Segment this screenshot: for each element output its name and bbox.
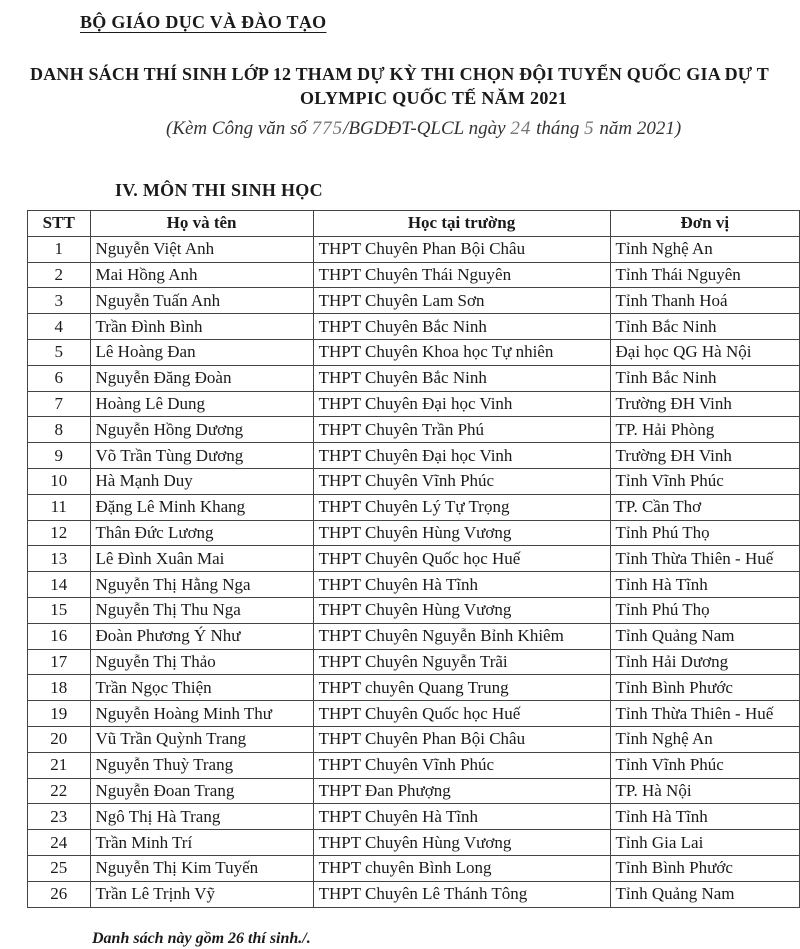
cell-stt: 18 <box>28 675 91 701</box>
cell-name: Vũ Trần Quỳnh Trang <box>90 726 313 752</box>
cell-name: Nguyễn Tuấn Anh <box>90 288 313 314</box>
cell-stt: 3 <box>28 288 91 314</box>
cell-school: THPT Chuyên Đại học Vinh <box>313 391 610 417</box>
cell-name: Mai Hồng Anh <box>90 262 313 288</box>
header-school: Học tại trường <box>313 211 610 237</box>
cell-school: THPT Chuyên Khoa học Tự nhiên <box>313 339 610 365</box>
header-name: Họ và tên <box>90 211 313 237</box>
table-row <box>28 417 800 443</box>
document-title-line1: DANH SÁCH THÍ SINH LỚP 12 THAM DỰ KỲ THI CHỌN ĐỘI TUYỂN QUỐC GIA DỰ T <box>30 64 769 84</box>
cell-school: THPT Chuyên Đại học Vinh <box>313 443 610 469</box>
table-row <box>28 855 800 881</box>
cell-stt: 15 <box>28 597 91 623</box>
cell-school: THPT Chuyên Hùng Vương <box>313 830 610 856</box>
table-row <box>28 443 800 469</box>
cell-stt: 10 <box>28 468 91 494</box>
cell-school: THPT Chuyên Hà Tĩnh <box>313 804 610 830</box>
cell-name: Nguyễn Hồng Dương <box>90 417 313 443</box>
table-row <box>28 726 800 752</box>
cell-stt: 1 <box>28 236 91 262</box>
cell-stt: 7 <box>28 391 91 417</box>
table-row <box>28 597 800 623</box>
cell-unit: Tỉnh Nghệ An <box>610 236 799 262</box>
cell-name: Đặng Lê Minh Khang <box>90 494 313 520</box>
table-row <box>28 572 800 598</box>
cell-school: THPT Chuyên Quốc học Huế <box>313 701 610 727</box>
table-row <box>28 881 800 907</box>
cell-unit: Đại học QG Hà Nội <box>610 339 799 365</box>
candidate-table <box>27 210 800 908</box>
cell-name: Trần Minh Trí <box>90 830 313 856</box>
cell-name: Ngô Thị Hà Trang <box>90 804 313 830</box>
cell-school: THPT Chuyên Quốc học Huế <box>313 546 610 572</box>
document-subtitle <box>166 118 681 140</box>
cell-unit: Tỉnh Nghệ An <box>610 726 799 752</box>
cell-name: Hoàng Lê Dung <box>90 391 313 417</box>
cell-stt: 20 <box>28 726 91 752</box>
table-row <box>28 339 800 365</box>
cell-stt: 2 <box>28 262 91 288</box>
cell-unit: Tỉnh Hà Tĩnh <box>610 804 799 830</box>
subtitle-day: 24 <box>510 118 532 139</box>
cell-unit: Tỉnh Bình Phước <box>610 855 799 881</box>
cell-name: Trần Lê Trịnh Vỹ <box>90 881 313 907</box>
table-row <box>28 804 800 830</box>
cell-stt: 23 <box>28 804 91 830</box>
footer-note: Danh sách này gồm 26 thí sinh./. <box>92 930 311 947</box>
cell-unit: Tỉnh Hải Dương <box>610 649 799 675</box>
cell-stt: 21 <box>28 752 91 778</box>
subtitle-prefix: (Kèm Công văn số <box>166 118 307 139</box>
cell-name: Lê Hoàng Đan <box>90 339 313 365</box>
cell-school: THPT Chuyên Nguyễn Trãi <box>313 649 610 675</box>
cell-name: Nguyễn Thuỳ Trang <box>90 752 313 778</box>
table-row <box>28 778 800 804</box>
section-title: IV. MÔN THI SINH HỌC <box>115 180 323 200</box>
cell-school: THPT Chuyên Thái Nguyên <box>313 262 610 288</box>
cell-stt: 14 <box>28 572 91 598</box>
table-row <box>28 391 800 417</box>
cell-name: Nguyễn Hoàng Minh Thư <box>90 701 313 727</box>
table-row <box>28 701 800 727</box>
cell-stt: 19 <box>28 701 91 727</box>
table-row <box>28 752 800 778</box>
cell-stt: 5 <box>28 339 91 365</box>
cell-name: Nguyễn Đoan Trang <box>90 778 313 804</box>
cell-name: Trần Ngọc Thiện <box>90 675 313 701</box>
cell-school: THPT Chuyên Nguyễn Bỉnh Khiêm <box>313 623 610 649</box>
cell-school: THPT Chuyên Phan Bội Châu <box>313 726 610 752</box>
table-row <box>28 365 800 391</box>
cell-stt: 17 <box>28 649 91 675</box>
cell-name: Đoàn Phương Ý Như <box>90 623 313 649</box>
cell-stt: 4 <box>28 314 91 340</box>
cell-stt: 16 <box>28 623 91 649</box>
table-header-row <box>28 211 800 237</box>
cell-name: Nguyễn Đăng Đoàn <box>90 365 313 391</box>
cell-stt: 9 <box>28 443 91 469</box>
cell-name: Nguyễn Thị Hằng Nga <box>90 572 313 598</box>
cell-school: THPT Chuyên Lam Sơn <box>313 288 610 314</box>
cell-unit: Tỉnh Thừa Thiên - Huế <box>610 701 799 727</box>
table-row <box>28 236 800 262</box>
cell-school: THPT chuyên Quang Trung <box>313 675 610 701</box>
cell-unit: Trường ĐH Vinh <box>610 443 799 469</box>
cell-stt: 22 <box>28 778 91 804</box>
table-row <box>28 494 800 520</box>
cell-unit: Tỉnh Hà Tĩnh <box>610 572 799 598</box>
cell-school: THPT Chuyên Trần Phú <box>313 417 610 443</box>
table-row <box>28 830 800 856</box>
subtitle-month-label: tháng <box>536 118 580 139</box>
cell-name: Nguyễn Việt Anh <box>90 236 313 262</box>
cell-unit: Tỉnh Bắc Ninh <box>610 365 799 391</box>
cell-stt: 25 <box>28 855 91 881</box>
table-row <box>28 288 800 314</box>
table-row <box>28 468 800 494</box>
cell-school: THPT Đan Phượng <box>313 778 610 804</box>
cell-unit: Tỉnh Bắc Ninh <box>610 314 799 340</box>
table-row <box>28 546 800 572</box>
cell-unit: Tỉnh Thừa Thiên - Huế <box>610 546 799 572</box>
table-row <box>28 520 800 546</box>
cell-unit: Tỉnh Quảng Nam <box>610 881 799 907</box>
cell-school: THPT Chuyên Hùng Vương <box>313 597 610 623</box>
cell-name: Nguyễn Thị Kim Tuyến <box>90 855 313 881</box>
cell-stt: 8 <box>28 417 91 443</box>
cell-school: THPT Chuyên Vĩnh Phúc <box>313 468 610 494</box>
cell-unit: TP. Hải Phòng <box>610 417 799 443</box>
cell-unit: Tỉnh Vĩnh Phúc <box>610 468 799 494</box>
subtitle-suffix: năm 2021) <box>599 118 682 139</box>
cell-stt: 12 <box>28 520 91 546</box>
cell-school: THPT Chuyên Lý Tự Trọng <box>313 494 610 520</box>
cell-stt: 13 <box>28 546 91 572</box>
cell-stt: 24 <box>28 830 91 856</box>
cell-unit: Tỉnh Thái Nguyên <box>610 262 799 288</box>
header-stt: STT <box>28 211 91 237</box>
table-row <box>28 649 800 675</box>
cell-school: THPT Chuyên Vĩnh Phúc <box>313 752 610 778</box>
table-body <box>28 236 800 907</box>
cell-school: THPT Chuyên Hùng Vương <box>313 520 610 546</box>
subtitle-mid: /BGDĐT-QLCL ngày <box>343 118 506 139</box>
table-row <box>28 262 800 288</box>
cell-unit: Tỉnh Quảng Nam <box>610 623 799 649</box>
cell-unit: TP. Cần Thơ <box>610 494 799 520</box>
subtitle-doc-number: 775 <box>311 118 344 139</box>
table-row <box>28 314 800 340</box>
cell-stt: 26 <box>28 881 91 907</box>
ministry-name: BỘ GIÁO DỤC VÀ ĐÀO TẠO <box>80 12 327 32</box>
cell-unit: Tỉnh Thanh Hoá <box>610 288 799 314</box>
cell-unit: Tỉnh Gia Lai <box>610 830 799 856</box>
cell-name: Thân Đức Lương <box>90 520 313 546</box>
header-unit: Đơn vị <box>610 211 799 237</box>
cell-school: THPT Chuyên Bắc Ninh <box>313 314 610 340</box>
table-row <box>28 623 800 649</box>
cell-school: THPT chuyên Bình Long <box>313 855 610 881</box>
cell-stt: 11 <box>28 494 91 520</box>
cell-name: Nguyễn Thị Thu Nga <box>90 597 313 623</box>
cell-school: THPT Chuyên Bắc Ninh <box>313 365 610 391</box>
cell-name: Hà Mạnh Duy <box>90 468 313 494</box>
cell-unit: Tỉnh Bình Phước <box>610 675 799 701</box>
cell-school: THPT Chuyên Hà Tĩnh <box>313 572 610 598</box>
table-row <box>28 675 800 701</box>
cell-school: THPT Chuyên Lê Thánh Tông <box>313 881 610 907</box>
cell-unit: TP. Hà Nội <box>610 778 799 804</box>
cell-name: Lê Đình Xuân Mai <box>90 546 313 572</box>
cell-name: Võ Trần Tùng Dương <box>90 443 313 469</box>
cell-unit: Tỉnh Phú Thọ <box>610 597 799 623</box>
cell-name: Nguyễn Thị Thảo <box>90 649 313 675</box>
document-title-line2: OLYMPIC QUỐC TẾ NĂM 2021 <box>300 88 568 108</box>
cell-name: Trần Đình Bình <box>90 314 313 340</box>
subtitle-month: 5 <box>584 118 595 139</box>
cell-stt: 6 <box>28 365 91 391</box>
cell-unit: Trường ĐH Vinh <box>610 391 799 417</box>
cell-unit: Tỉnh Vĩnh Phúc <box>610 752 799 778</box>
cell-school: THPT Chuyên Phan Bội Châu <box>313 236 610 262</box>
cell-unit: Tỉnh Phú Thọ <box>610 520 799 546</box>
